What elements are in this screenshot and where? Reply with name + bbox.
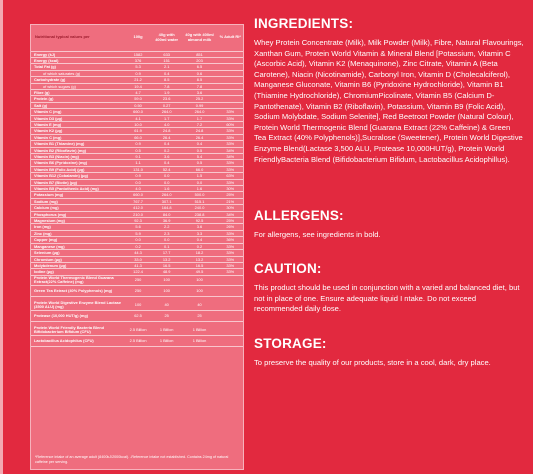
nutrient-value: 633	[152, 51, 182, 57]
nutrient-label: Fibre (g)	[31, 89, 124, 95]
nutrient-label: Sodium (mg)	[31, 198, 124, 204]
storage-text: To preserve the quality of our products, store in a cool, dark, dry place.	[254, 358, 491, 367]
nutrient-label: Molybdenum (µg)	[31, 262, 124, 268]
nutrient-value: 0.4	[152, 141, 182, 147]
header-adult-ri: % Adult RI*	[218, 25, 243, 51]
nutrient-value: 203	[182, 57, 218, 63]
nutrient-value: 33%	[218, 160, 243, 166]
nutrient-label: Vitamin B6 (Pyridoxine) (mg)	[31, 160, 124, 166]
nutrient-value: 7.8	[182, 83, 218, 89]
nutrient-label: Energy (kcal)	[31, 57, 124, 63]
nutrient-value: 61.9	[124, 128, 152, 134]
nutrient-value: 412.0	[124, 205, 152, 211]
nutrient-value: 0.0	[124, 237, 152, 243]
nutrient-value: 25	[152, 311, 182, 322]
nutrient-value: 2.2	[152, 224, 182, 230]
nutrient-value: 49.5	[182, 269, 218, 275]
nutrient-label: Lactobacillus Acidophilus (CFU)	[31, 336, 124, 347]
nutrient-value: 4.0	[152, 121, 182, 127]
nutrient-value: 21%	[218, 198, 243, 204]
nutrient-value: 0.1	[152, 243, 182, 249]
nutrient-value: 0.0	[182, 179, 218, 185]
nutrient-value: 25.2	[182, 96, 218, 102]
nutrient-value: 767.7	[124, 198, 152, 204]
nutrient-label: Protein World Digestive Enzyme Blend Lactase (3500 ALU) (mg)	[31, 300, 124, 311]
nutrient-value: 21.2	[124, 77, 152, 83]
nutrient-value: 0.5	[182, 147, 218, 153]
nutrient-value: 9.1	[124, 154, 152, 160]
nutrition-table	[31, 25, 243, 347]
nutrient-label: Calcium (mg)	[31, 205, 124, 211]
nutrient-value: 164.8	[152, 205, 182, 211]
caution-text: This product should be used in conjunction with a varied and balanced diet, but not in place of one. Ensure adequate liquid I ntake. Do not exceed recommended daily dose.	[254, 283, 520, 314]
nutrient-value: 34%	[218, 211, 243, 217]
nutrient-value: 34%	[218, 147, 243, 153]
nutrient-value: 2.3	[152, 230, 182, 236]
nutrient-label: Vitamin B9 (Folic Acid) (µg)	[31, 166, 124, 172]
nutrient-value: 240.0	[182, 205, 218, 211]
nutrient-value: 33%	[218, 109, 243, 115]
nutrient-label: Total Fat (g)	[31, 64, 124, 70]
nutrient-label: Iodine (µg)	[31, 269, 124, 275]
nutrient-value: 0.2	[152, 147, 182, 153]
nutrient-value: 19.4	[124, 83, 152, 89]
nutrient-value: 0.4	[152, 70, 182, 76]
nutrient-value: 8.5	[152, 77, 182, 83]
nutrient-label: Salt (g)	[31, 102, 124, 108]
nutrient-value: 25%	[218, 192, 243, 198]
nutrient-label: Vitamin K2 (µg)	[31, 128, 124, 134]
allergens-heading: ALLERGENS:	[254, 208, 344, 223]
nutrient-value: 1.6	[182, 186, 218, 192]
nutrient-label: Protein World Thermogenic Blend Guarana Extract(22% Caffeine) (mg)	[31, 275, 124, 286]
nutrient-value: 0.2	[124, 243, 152, 249]
nutrient-value: 25	[182, 311, 218, 322]
nutrient-value: 0.50	[124, 102, 152, 108]
nutrient-label: Vitamin B2 (Riboflavin) (mg)	[31, 147, 124, 153]
nutrition-panel	[30, 24, 244, 470]
nutrient-value: 16.5	[152, 262, 182, 268]
nutrient-value	[218, 275, 243, 286]
nutrient-value: 59.0	[124, 96, 152, 102]
allergens-text: For allergens, see ingredients in bold.	[254, 230, 381, 239]
nutrient-value: 13.2	[152, 256, 182, 262]
caution-heading: CAUTION:	[254, 261, 322, 276]
nutrient-value: 33%	[218, 230, 243, 236]
nutrient-value: 26%	[218, 224, 243, 230]
nutrient-value: 10.0	[124, 121, 152, 127]
nutrient-value: 62.5	[124, 311, 152, 322]
allergens-section	[254, 208, 524, 241]
nutrient-value: 33%	[218, 243, 243, 249]
nutrient-value: 1 Billion	[182, 336, 218, 347]
nutrient-value: 60%	[218, 121, 243, 127]
nutrient-value: 33%	[218, 166, 243, 172]
nutrient-value: 1.7	[182, 115, 218, 121]
nutrient-value: 92.3	[124, 218, 152, 224]
nutrient-value: 3.6	[182, 224, 218, 230]
nutrient-value: 250	[124, 286, 152, 297]
nutrient-label: Iron (mg)	[31, 224, 124, 230]
nutrient-value: 2.1	[152, 64, 182, 70]
nutrient-value: 34%	[218, 154, 243, 160]
nutrient-value: 66.0	[182, 166, 218, 172]
nutrient-value: 210.0	[124, 211, 152, 217]
nutrient-value: 3.6	[152, 154, 182, 160]
nutrient-value: 0.99	[182, 102, 218, 108]
nutrient-value: 92.5	[182, 218, 218, 224]
nutrient-value: 5.4	[182, 154, 218, 160]
nutrient-value: 5.3	[124, 64, 152, 70]
nutrient-label: Vitamin B12 (Cobalamin) (µg)	[31, 173, 124, 179]
nutrient-value: 7.2	[182, 121, 218, 127]
nutrient-value: 66.0	[124, 134, 152, 140]
nutrient-value: 1582	[124, 51, 152, 57]
nutrient-value: 0.0	[152, 173, 182, 179]
nutrient-value: 376	[124, 57, 152, 63]
nutrient-label: Energy (kJ)	[31, 51, 124, 57]
nutrient-label: Vitamin E (mg)	[31, 121, 124, 127]
nutrient-value: 0.0	[124, 179, 152, 185]
nutrient-value: 41.3	[124, 262, 152, 268]
nutrient-value: 238.8	[182, 211, 218, 217]
nutrient-value: 48.9	[152, 269, 182, 275]
nutrient-label: Selenium (µg)	[31, 250, 124, 256]
nutrient-value: 100	[152, 275, 182, 286]
nutrient-label: Chromium (µg)	[31, 256, 124, 262]
nutrient-label: Vitamin D3 (µg)	[31, 115, 124, 121]
nutrient-value: 100	[152, 286, 182, 297]
nutrient-value: 33%	[218, 141, 243, 147]
nutrient-value: 40	[182, 300, 218, 311]
nutrition-row	[31, 275, 243, 286]
nutrient-value: 264.0	[152, 109, 182, 115]
nutrient-value: 500.0	[182, 192, 218, 198]
nutrient-label: Carbohydrate (g)	[31, 77, 124, 83]
nutrient-value: 33%	[218, 256, 243, 262]
nutrition-row	[31, 325, 243, 336]
nutrient-value: 52.4	[152, 166, 182, 172]
nutrient-label: of which saturates (g)	[31, 70, 124, 76]
nutrient-value: 2.5 Billion	[124, 325, 152, 336]
nutrient-value: 0.4	[152, 160, 182, 166]
caution-section	[254, 261, 524, 315]
nutrient-value: 0.27	[152, 102, 182, 108]
nutrient-value: 23.6	[152, 96, 182, 102]
nutrient-value: 1.7	[152, 115, 182, 121]
left-edge-strip	[0, 0, 3, 474]
nutrient-value	[218, 325, 243, 336]
header-40g-water: 40g with 400ml water	[152, 25, 182, 51]
header-100g: 100g	[124, 25, 152, 51]
nutrient-label: Vitamin B7 (Biotin) (µg)	[31, 179, 124, 185]
nutrition-row	[31, 336, 243, 347]
nutrient-value: 26.4	[152, 134, 182, 140]
nutrient-value: 1.6	[152, 186, 182, 192]
nutrient-value: 0.9	[124, 70, 152, 76]
ingredients-section	[254, 16, 524, 165]
nutrient-value: 36%	[218, 237, 243, 243]
nutrient-value: 33%	[218, 262, 243, 268]
nutrient-value: 3.3	[182, 230, 218, 236]
nutrient-value: 5.9	[124, 230, 152, 236]
nutrient-value: 0.5	[182, 160, 218, 166]
nutrient-label: Vitamin B3 (Niacin) (mg)	[31, 154, 124, 160]
nutrient-label: Vitamin B5 (Pantothenic Acid) (mg)	[31, 186, 124, 192]
nutrient-label: Vitamin C (mg)	[31, 134, 124, 140]
nutrient-value: 264.0	[182, 109, 218, 115]
nutrition-row	[31, 286, 243, 297]
nutrient-label: Green Tea Extract (40% Polyphenols) (mg)	[31, 286, 124, 297]
nutrient-value: 13.2	[182, 256, 218, 262]
nutrient-value: 44.3	[124, 250, 152, 256]
nutrient-value: 25%	[218, 218, 243, 224]
nutrient-value: 8.5	[182, 77, 218, 83]
nutrient-value: 0.5	[124, 147, 152, 153]
nutrient-value: 6.5	[182, 64, 218, 70]
nutrient-value: 24.8	[152, 128, 182, 134]
nutrient-value: 5.6	[124, 224, 152, 230]
nutrient-value: 30%	[218, 186, 243, 192]
header-values-per: Nutritional typical values per	[31, 25, 124, 51]
nutrient-value: 36.9	[152, 218, 182, 224]
nutrient-value: 33%	[218, 115, 243, 121]
nutrient-value: 1.1	[124, 160, 152, 166]
nutrient-value: 0.4	[182, 141, 218, 147]
nutrient-value: 122.4	[124, 269, 152, 275]
nutrient-label: Copper (mg)	[31, 237, 124, 243]
nutrient-value: 16.5	[182, 262, 218, 268]
nutrient-label: Protein World Friendly Bacteria Blend Bifidobacterium Bifidum (CFU)	[31, 325, 124, 336]
nutrient-value: 4.1	[124, 115, 152, 121]
nutrient-value: 17.7	[152, 250, 182, 256]
nutrient-label: Potassium (mg)	[31, 192, 124, 198]
nutrient-value: 33%	[218, 128, 243, 134]
nutrient-value: 0.9	[124, 173, 152, 179]
nutrition-header-row	[31, 25, 243, 51]
nutrient-value: 33.0	[124, 256, 152, 262]
nutrient-value	[218, 286, 243, 297]
nutrient-value: 18.2	[182, 250, 218, 256]
nutrient-value: 63%	[218, 173, 243, 179]
nutrient-value	[218, 300, 243, 311]
nutrition-table-body	[31, 25, 243, 346]
nutrient-label: Zinc (mg)	[31, 230, 124, 236]
nutrient-label: Protein (g)	[31, 96, 124, 102]
nutrient-value: 660.0	[124, 192, 152, 198]
nutrient-value: 0.6	[182, 70, 218, 76]
ingredients-heading: INGREDIENTS:	[254, 16, 354, 31]
nutrient-value	[218, 336, 243, 347]
nutrition-footnote: *Reference intake of an average adult (8400kJ/2000kcal). -Reference intake not established. Contains 24mg of natural caffeine per serving.	[35, 455, 229, 465]
nutrient-label: Vitamin B1 (Thiamine) (mg)	[31, 141, 124, 147]
nutrition-row	[31, 311, 243, 322]
nutrient-value: 100	[182, 286, 218, 297]
nutrient-value: 0.0	[152, 179, 182, 185]
nutrient-value	[218, 311, 243, 322]
nutrient-value: 30%	[218, 205, 243, 211]
nutrient-label: Phosphorus (mg)	[31, 211, 124, 217]
nutrient-value: 100	[124, 300, 152, 311]
nutrient-value: 131.0	[124, 166, 152, 172]
nutrient-label: of which sugars (g)	[31, 83, 124, 89]
nutrition-row	[31, 300, 243, 311]
nutrient-value: 1.9	[152, 89, 182, 95]
nutrient-value: 307.1	[152, 198, 182, 204]
nutrient-value: 7.8	[152, 83, 182, 89]
ingredients-text: Whey Protein Concentrate (Milk), Milk Powder (Milk), Fibre, Natural Flavourings, Xanthan Gum, Protein World Vitamin & Mineral Blend [Potassium, Vitamin C (Ascorbic Acid), Vitamin K2 (Menaquinone), Zinc Citrate, Vitamin A (Beta Carotene), Niacin (Nicotinamide), Carbonyl Iron, Vitamin D (Cholecalciferol), Manganese Gluconate, Vitamin B6 (Pyridoxine Hydrochloride), Vitamin B1 (Thiamine Hydrochloride), ChromiumPicolinate, Vitamin B5 (Calcium D-Pantothenate), Vitamin B2 (Riboflavin), Potassium, Vitamin B9 (Folic Acid), Sodium Molybdate, Sodium Selenite], Red Beetroot Powder (Natural Colour), Protein World Thermogenic Blend [Guarana Extract (22% Caffeine) & Green Tea Extract (40% Polyphenols)],Sucralose (Sweetener), Protein World Digestive Enzyme Blend(Lactase 3,500 ALU, Protease 10,000HUT/g), Protein World FriendlyBacteria Blend (Bifidobacterium Bifidum, Lactobacillus Acidophillus).	[254, 38, 524, 164]
nutrient-value: 40	[152, 300, 182, 311]
nutrient-value: 4.0	[124, 186, 152, 192]
nutrient-value: 0.2	[182, 243, 218, 249]
nutrient-value: 0.4	[182, 237, 218, 243]
nutrient-value: 33%	[218, 250, 243, 256]
nutrient-value: 515.1	[182, 198, 218, 204]
nutrient-value: 1 Billion	[152, 336, 182, 347]
nutrient-value: 3.6	[182, 89, 218, 95]
nutrient-label: Manganese (mg)	[31, 243, 124, 249]
nutrient-value: 1 Billion	[182, 325, 218, 336]
nutrient-value: 4.7	[124, 89, 152, 95]
nutrient-value: 1 Billion	[152, 325, 182, 336]
nutrient-value: 33%	[218, 269, 243, 275]
nutrient-value: 264.0	[152, 192, 182, 198]
nutrient-value: 1.5	[182, 173, 218, 179]
nutrient-value: 24.8	[182, 128, 218, 134]
nutrient-label: Protease (10,000 HUT/g) (mg)	[31, 311, 124, 322]
nutrient-value: 84.0	[152, 211, 182, 217]
nutrient-value: 33%	[218, 179, 243, 185]
storage-section	[254, 336, 524, 369]
nutrient-value: 33%	[218, 134, 243, 140]
nutrient-label: Vitamin C (mg)	[31, 109, 124, 115]
nutrient-value: 0.0	[152, 237, 182, 243]
nutrient-value: 26.4	[182, 134, 218, 140]
nutrient-value: 0.9	[124, 141, 152, 147]
nutrient-value: 100	[182, 275, 218, 286]
nutrient-value: 250	[124, 275, 152, 286]
nutrient-value: 851	[182, 51, 218, 57]
nutrient-value: 2.5 Billion	[124, 336, 152, 347]
nutrient-label: Magnesium (mg)	[31, 218, 124, 224]
nutrient-value: 151	[152, 57, 182, 63]
nutrient-value: 660.0	[124, 109, 152, 115]
storage-heading: STORAGE:	[254, 336, 327, 351]
header-40g-almond: 40g with 400ml almond milk	[182, 25, 218, 51]
